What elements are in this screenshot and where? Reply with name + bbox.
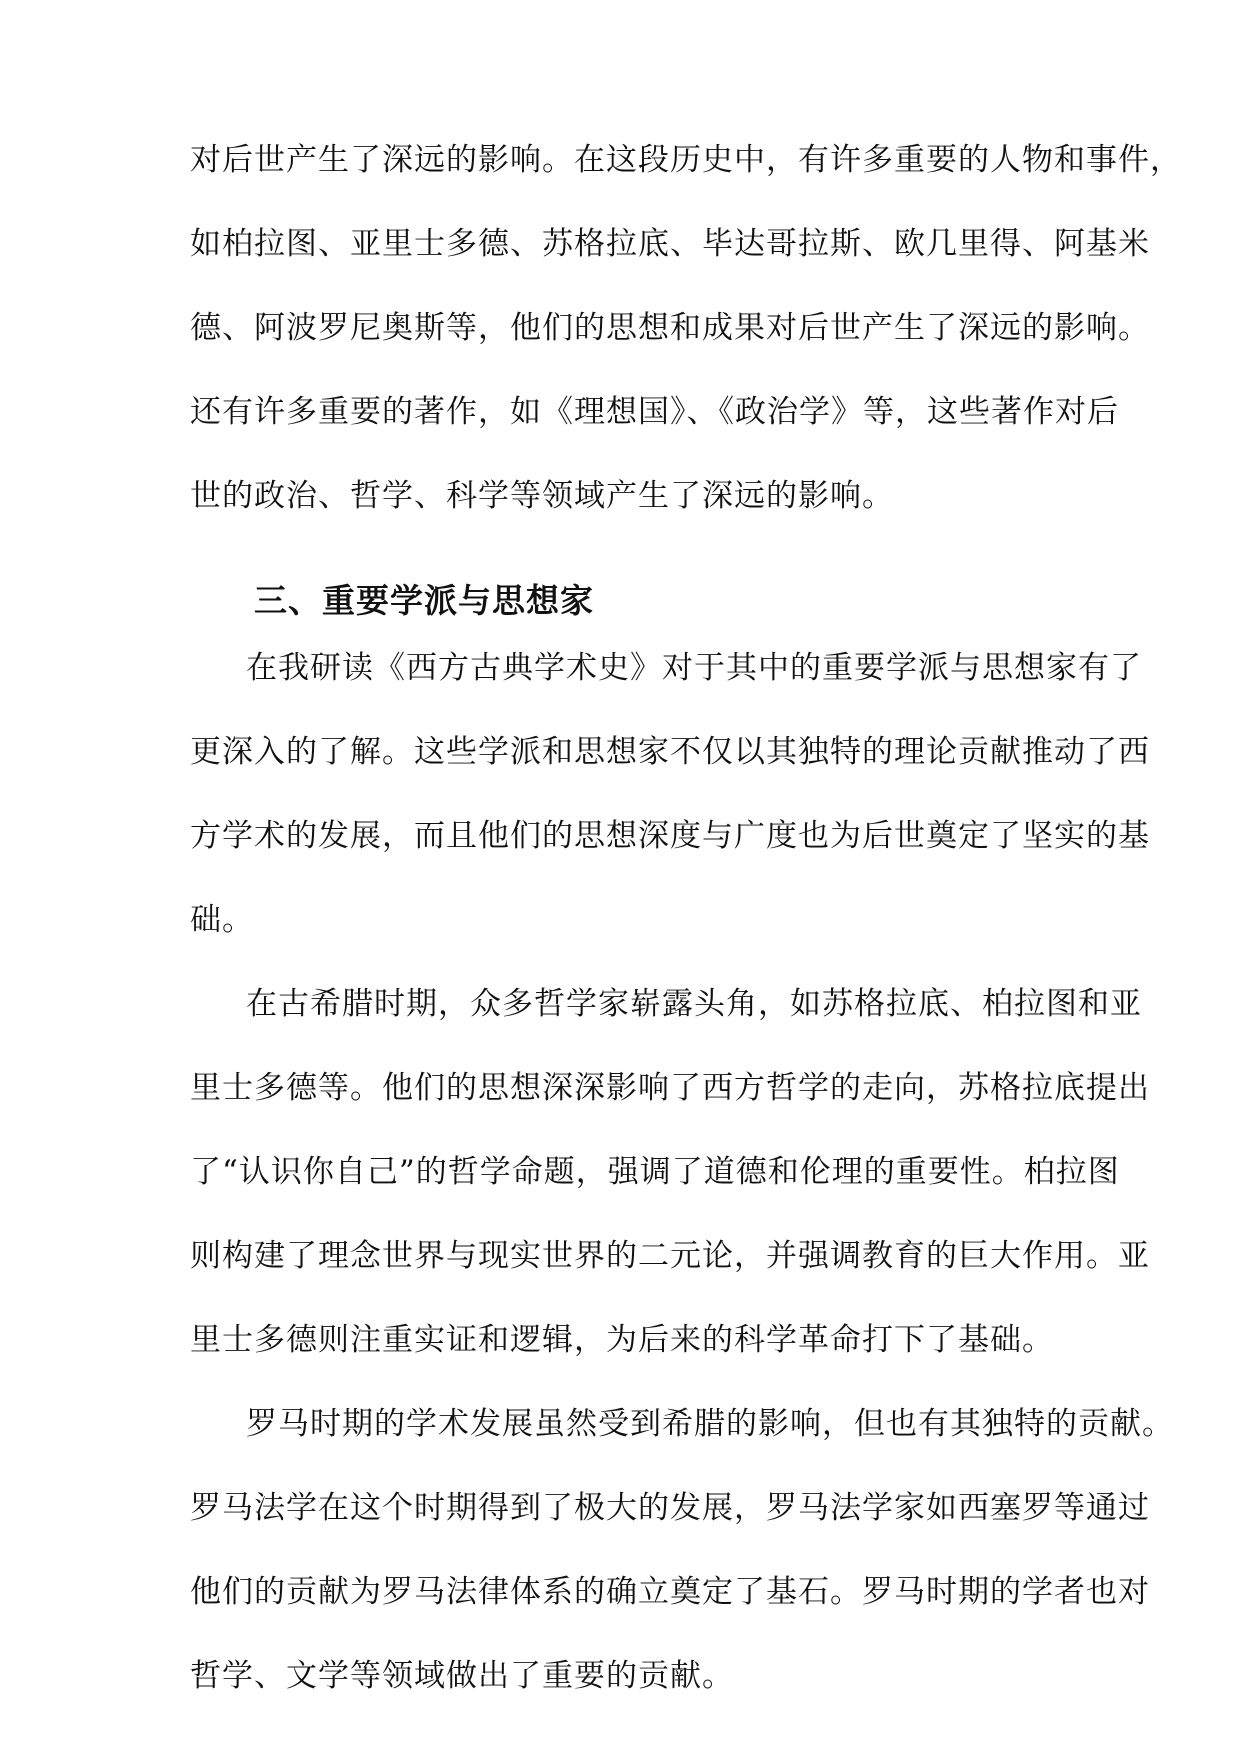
text-line: 如柏拉图、亚里士多德、苏格拉底、毕达哥拉斯、欧几里得、阿基米 [190, 226, 1150, 262]
text-line: 了“认识你自己”的哲学命题，强调了道德和伦理的重要性。柏拉图 [190, 1154, 1120, 1190]
text-line: 还有许多重要的著作，如《理想国》、《政治学》等，这些著作对后 [190, 394, 1119, 430]
text-line: 他们的贡献为罗马法律体系的确立奠定了基石。罗马时期的学者也对 [190, 1574, 1150, 1610]
text-line: 罗马时期的学术发展虽然受到希腊的影响，但也有其独特的贡献。 [246, 1406, 1174, 1442]
text-line: 里士多德则注重实证和逻辑，为后来的科学革命打下了基础。 [190, 1322, 1054, 1358]
text-line: 则构建了理念世界与现实世界的二元论，并强调教育的巨大作用。亚 [190, 1238, 1150, 1274]
text-line: 方学术的发展，而且他们的思想深度与广度也为后世奠定了坚实的基 [190, 818, 1150, 854]
text-line: 对后世产生了深远的影响。在这段历史中，有许多重要的人物和事件， [190, 142, 1182, 178]
section-heading: 三、重要学派与思想家 [254, 581, 594, 620]
text-line: 世的政治、哲学、科学等领域产生了深远的影响。 [190, 478, 894, 514]
text-line: 德、阿波罗尼奥斯等，他们的思想和成果对后世产生了深远的影响。 [190, 310, 1150, 346]
text-line: 罗马法学在这个时期得到了极大的发展，罗马法学家如西塞罗等通过 [190, 1490, 1150, 1526]
text-line: 在古希腊时期，众多哲学家崭露头角，如苏格拉底、柏拉图和亚 [246, 986, 1142, 1022]
text-line: 更深入的了解。这些学派和思想家不仅以其独特的理论贡献推动了西 [190, 734, 1150, 770]
text-line: 里士多德等。他们的思想深深影响了西方哲学的走向，苏格拉底提出 [190, 1070, 1150, 1106]
text-line: 哲学、文学等领域做出了重要的贡献。 [190, 1658, 734, 1694]
text-line: 础。 [190, 902, 254, 938]
text-line: 在我研读《西方古典学术史》对于其中的重要学派与思想家有了 [246, 650, 1142, 686]
